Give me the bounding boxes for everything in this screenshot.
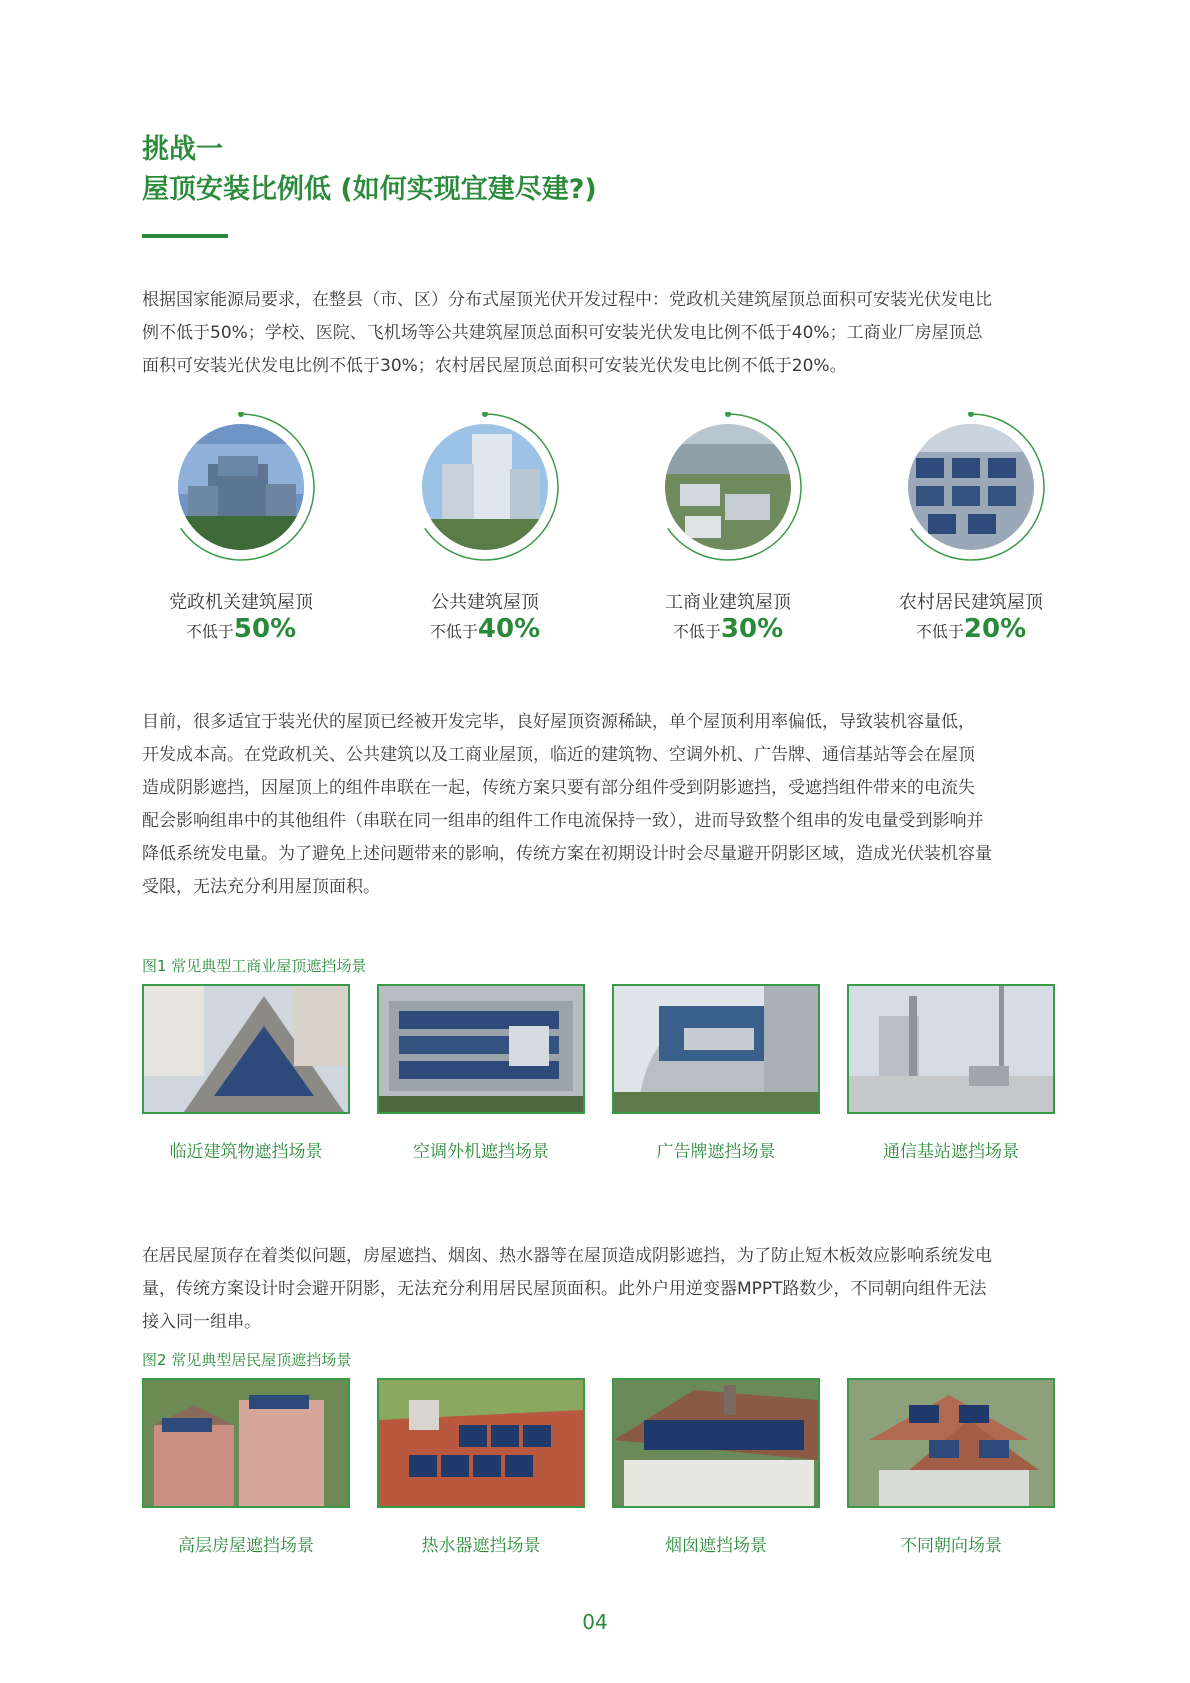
residential-line: 接入同一组串。 [142,1312,261,1332]
category-requirement: 不低于50% [185,614,297,644]
figure2-photo-chimney [612,1378,820,1508]
intro-line: 根据国家能源局要求，在整县（市、区）分布式屋顶光伏开发过程中：党政机关建筑屋顶总面积可安装光伏发电比 [142,290,992,310]
category-percent: 30% [720,614,784,644]
figure2-label: 不同朝向场景 [900,1536,1002,1556]
category-name: 公共建筑屋顶 [431,592,539,613]
figure1-label: 广告牌遮挡场景 [656,1142,776,1162]
category-photo-public [410,412,560,562]
category-percent: 50% [233,614,297,644]
category-requirement: 不低于30% [672,614,784,644]
figure1-label: 空调外机遮挡场景 [413,1142,549,1162]
category-percent: 40% [477,614,541,644]
body-line: 配会影响组串中的其他组件（串联在同一组串的组件工作电流保持一致），进而导致整个组串的发电量受到影响并 [142,811,984,831]
page-title: 屋顶安装比例低 (如何实现宜建尽建?) [142,174,597,205]
body-paragraph [142,706,1054,904]
figure2-label: 高层房屋遮挡场景 [178,1536,314,1556]
residential-paragraph [142,1240,1054,1339]
title-underline [142,234,228,238]
intro-line: 面积可安装光伏发电比例不低于30%；农村居民屋顶总面积可安装光伏发电比例不低于20%。 [142,356,847,376]
category-requirement: 不低于40% [429,614,541,644]
category-name: 农村居民建筑屋顶 [899,592,1043,613]
body-line: 受限，无法充分利用屋顶面积。 [142,877,380,897]
figure2-label: 烟囱遮挡场景 [665,1536,767,1556]
category-photo-government [166,412,316,562]
body-line: 降低系统发电量。为了避免上述问题带来的影响，传统方案在初期设计时会尽量避开阴影区域，造成光伏装机容量 [142,844,992,864]
category-name: 工商业建筑屋顶 [665,592,791,613]
figure2-photo-water-heater [377,1378,585,1508]
residential-line: 在居民屋顶存在着类似问题，房屋遮挡、烟囱、热水器等在屋顶造成阴影遮挡，为了防止短木板效应影响系统发电 [142,1246,992,1266]
category-name: 党政机关建筑屋顶 [169,592,313,613]
figure1-photo-base-station [847,984,1055,1114]
body-line: 开发成本高。在党政机关、公共建筑以及工商业屋顶，临近的建筑物、空调外机、广告牌、通信基站等会在屋顶 [142,745,975,765]
body-line: 造成阴影遮挡，因屋顶上的组件串联在一起，传统方案只要有部分组件受到阴影遮挡，受遮挡组件带来的电流失 [142,778,975,798]
section-label: 挑战一 [142,134,223,165]
category-photo-rural [896,412,1046,562]
category-photo-industrial [653,412,803,562]
intro-line: 例不低于50%；学校、医院、飞机场等公共建筑屋顶总面积可安装光伏发电比例不低于40%；工商业厂房屋顶总 [142,323,983,343]
figure2-caption: 图2 常见典型居民屋顶遮挡场景 [142,1351,352,1369]
figure1-caption: 图1 常见典型工商业屋顶遮挡场景 [142,957,367,975]
category-percent: 20% [963,614,1027,644]
figure1-photo-billboard [612,984,820,1114]
body-line: 目前，很多适宜于装光伏的屋顶已经被开发完毕，良好屋顶资源稀缺，单个屋顶利用率偏低，导致装机容量低， [142,712,975,732]
category-requirement: 不低于20% [915,614,1027,644]
figure2-photo-tall-house [142,1378,350,1508]
figure2-photo-orientation [847,1378,1055,1508]
page-number: 04 [582,1610,608,1634]
figure1-photo-ac-unit [377,984,585,1114]
figure1-photo-building [142,984,350,1114]
figure1-label: 临近建筑物遮挡场景 [169,1142,323,1162]
figure2-label: 热水器遮挡场景 [421,1536,541,1556]
intro-paragraph [142,284,1054,383]
figure1-label: 通信基站遮挡场景 [883,1142,1019,1162]
residential-line: 量，传统方案设计时会避开阴影，无法充分利用居民屋顶面积。此外户用逆变器MPPT路数少，不同朝向组件无法 [142,1279,987,1299]
